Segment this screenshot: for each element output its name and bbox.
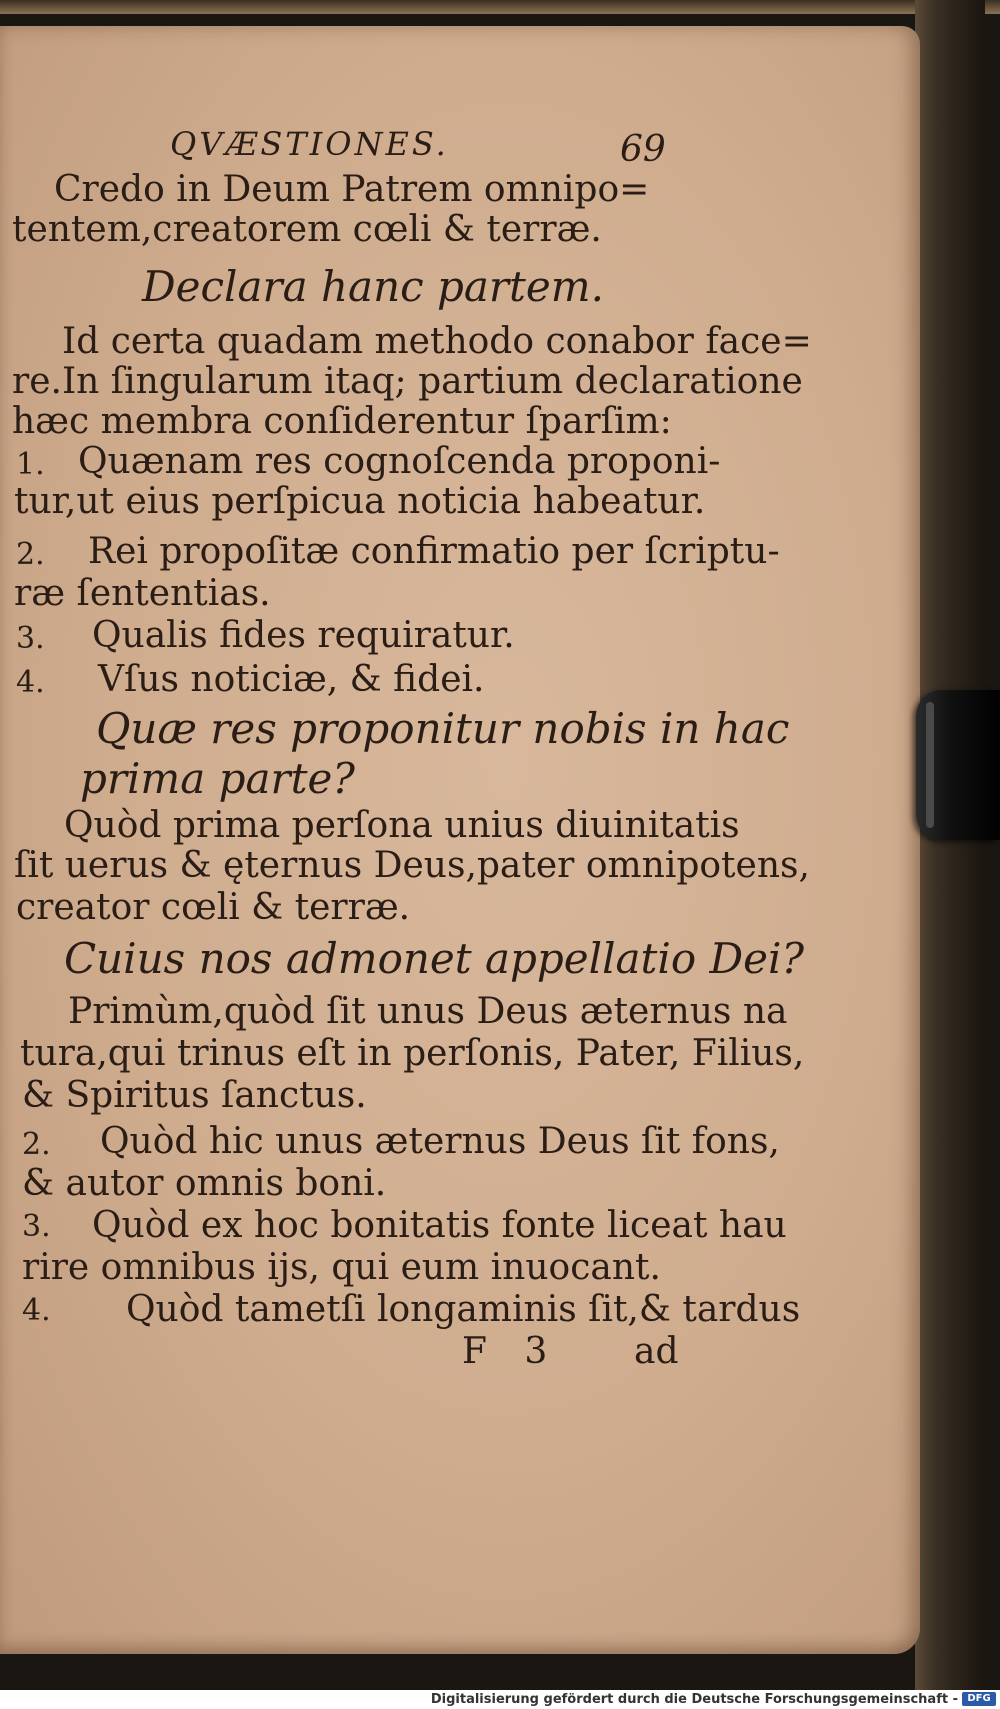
text-line: tentem,creatorem cœli & terræ.	[12, 209, 602, 250]
section-heading: prima parte?	[80, 754, 355, 803]
text-line: tura,qui trinus eſt in perſonis, Pater, Filius,	[20, 1033, 805, 1074]
text-line: Id certa quadam methodo conabor face=	[62, 321, 812, 362]
text-line: Primùm,quòd ſit unus Deus æternus na	[68, 991, 788, 1032]
text-line: Rei propoſitæ confirmatio per ſcriptu-	[88, 531, 780, 572]
book-top-edge	[0, 0, 1000, 14]
text-line: & Spiritus ſanctus.	[22, 1075, 367, 1116]
text-line: creator cœli & terræ.	[16, 887, 411, 928]
signature-mark: F 3	[462, 1331, 548, 1372]
text-line: ſit uerus & ęternus Deus,pater omnipotens,	[14, 845, 810, 886]
page-clip	[916, 690, 1000, 840]
dfg-logo: DFG	[962, 1692, 996, 1706]
text-line: tur,ut eius perſpicua noticia habeatur.	[14, 481, 706, 522]
item-number: 2.	[22, 1127, 51, 1162]
text-line: Quòd hic unus æternus Deus ſit fons,	[100, 1121, 780, 1162]
text-line: Quòd prima perſona unius diuinitatis	[64, 805, 740, 846]
item-number: 1.	[16, 447, 45, 482]
running-head: QVÆSTIONES.	[170, 125, 449, 163]
section-heading: Declara hanc partem.	[142, 262, 604, 311]
text-line: Quòd ex hoc bonitatis fonte liceat hau	[92, 1205, 787, 1246]
text-line: ræ ſententias.	[14, 573, 271, 614]
text-line: Vſus noticiæ, & fidei.	[98, 659, 485, 700]
text-line: Credo in Deum Patrem omnipo=	[54, 169, 650, 210]
item-number: 2.	[16, 537, 45, 572]
text-line: rire omnibus ijs, qui eum inuocant.	[22, 1247, 661, 1288]
section-heading: Cuius nos admonet appellatio Dei?	[64, 934, 804, 983]
item-number: 4.	[22, 1293, 51, 1328]
item-number: 3.	[22, 1209, 51, 1244]
text-line: hæc membra conſiderentur ſparſim:	[12, 401, 672, 442]
text-line: Quòd tametſi longaminis ſit,& tardus	[126, 1289, 801, 1330]
page-stack-edge	[915, 0, 985, 1690]
page-number: 69	[620, 129, 666, 170]
catchword: ad	[634, 1331, 679, 1372]
footer-credit: Digitalisierung gefördert durch die Deutsche Forschungsgemeinschaft -	[430, 1692, 958, 1707]
text-line: re.In ſingularum itaq; partium declaratione	[12, 361, 803, 402]
text-line: Qualis fides requiratur.	[92, 615, 515, 656]
item-number: 3.	[16, 621, 45, 656]
text-line: & autor omnis boni.	[22, 1163, 387, 1204]
item-number: 4.	[16, 665, 45, 700]
footer-bar	[0, 1690, 1000, 1709]
text-line: Quænam res cognoſcenda proponi-	[78, 441, 721, 482]
section-heading: Quæ res proponitur nobis in hac	[96, 704, 790, 753]
